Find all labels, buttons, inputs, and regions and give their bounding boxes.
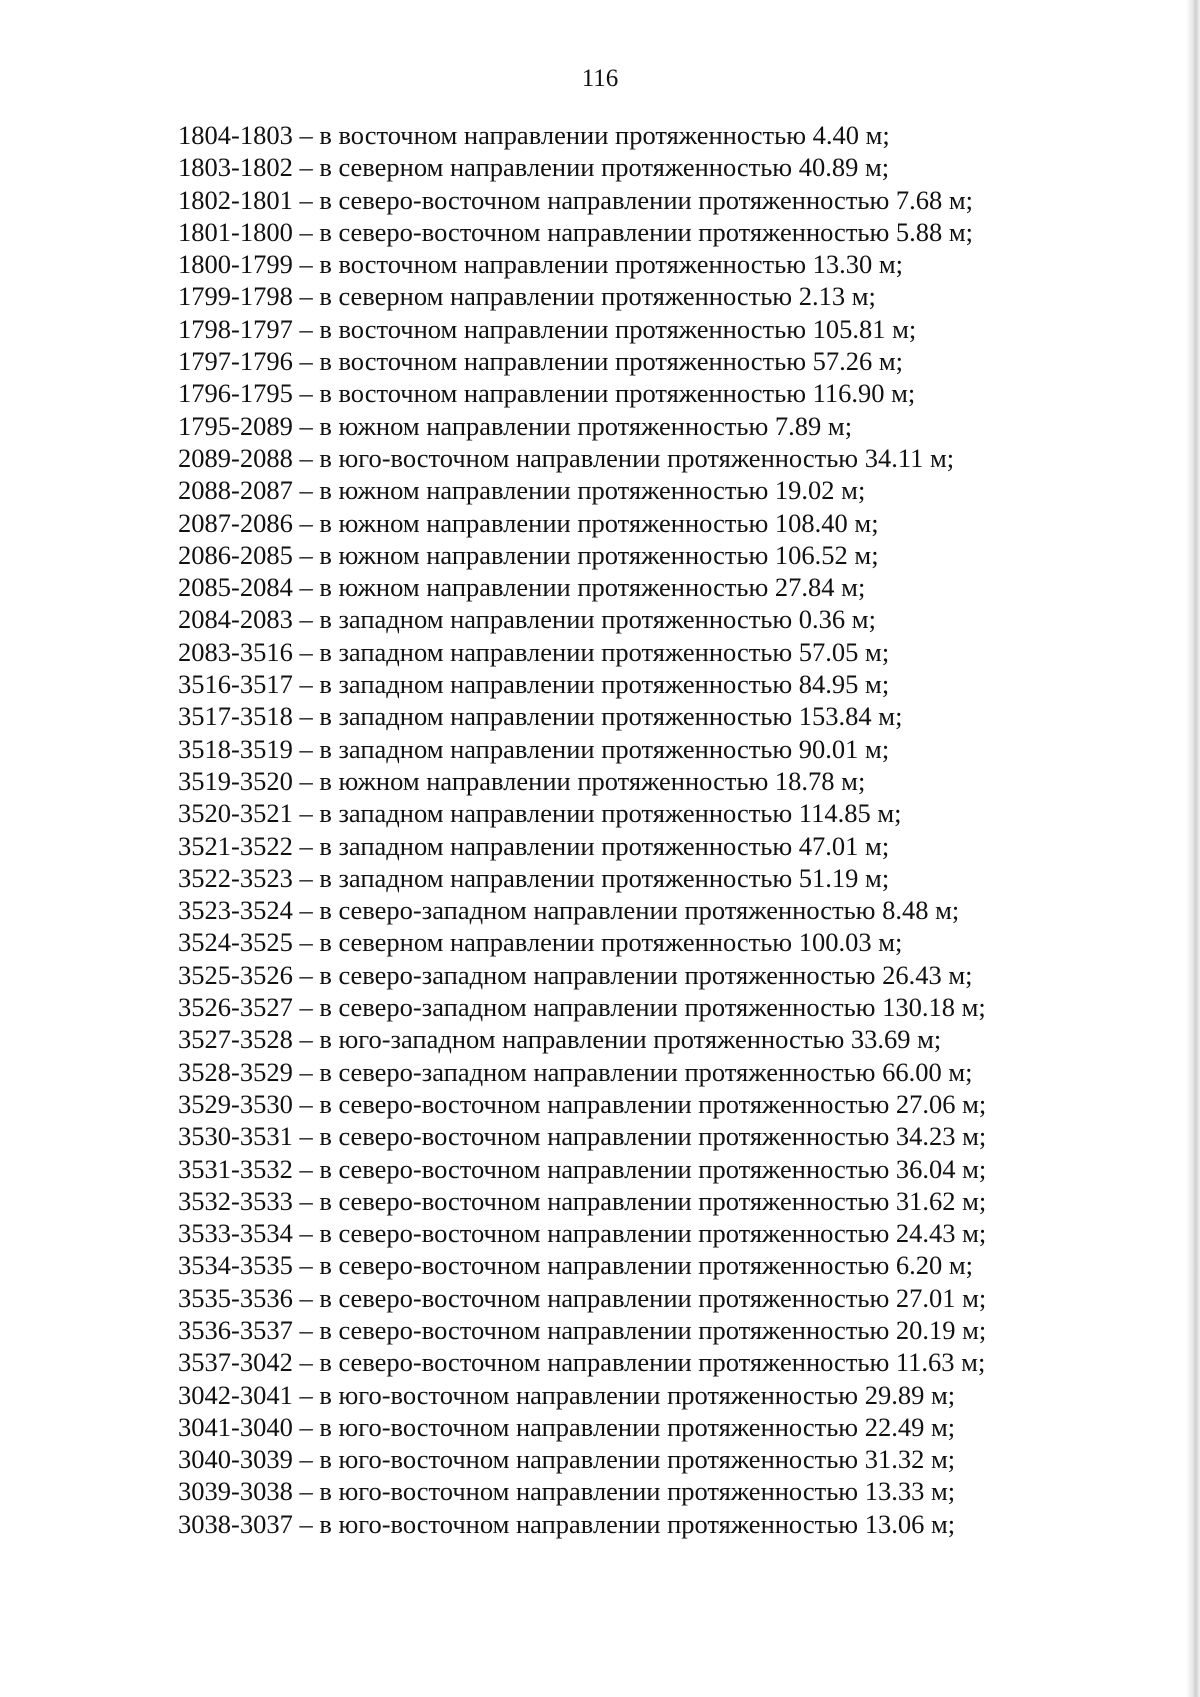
boundary-segment-entry: 3040-3039 – в юго-восточном направлении протяженностью 31.32 м; [178, 1444, 956, 1475]
boundary-segment-entry: 3522-3523 – в западном направлении протяженностью 51.19 м; [178, 862, 890, 893]
boundary-segment-entry: 3041-3040 – в юго-восточном направлении протяженностью 22.49 м; [178, 1411, 956, 1442]
boundary-segment-entry: 3534-3535 – в северо-восточном направлении протяженностью 6.20 м; [178, 1250, 974, 1281]
boundary-segment-entry: 2083-3516 – в западном направлении протяженностью 57.05 м; [178, 636, 890, 667]
boundary-segment-entry: 1804-1803 – в восточном направлении протяженностью 4.40 м; [178, 120, 890, 150]
boundary-segment-entry: 3520-3521 – в западном направлении протяженностью 114.85 м; [178, 798, 902, 829]
boundary-segment-entry: 3517-3518 – в западном направлении протяженностью 153.84 м; [178, 701, 903, 732]
boundary-segment-entry: 1800-1799 – в восточном направлении протяженностью 13.30 м; [178, 249, 903, 280]
boundary-segment-entry: 3516-3517 – в западном направлении протяженностью 84.95 м; [178, 669, 890, 700]
boundary-segment-entry: 3519-3520 – в южном направлении протяженностью 18.78 м; [178, 765, 866, 796]
boundary-segment-entry: 1801-1800 – в северо-восточном направлении протяженностью 5.88 м; [178, 216, 974, 247]
boundary-segment-entry: 2085-2084 – в южном направлении протяженностью 27.84 м; [178, 572, 866, 603]
scan-edge [1186, 0, 1200, 1697]
boundary-segment-entry: 2089-2088 – в юго-восточном направлении протяженностью 34.11 м; [178, 442, 955, 473]
boundary-segment-entry: 3529-3530 – в северо-восточном направлении протяженностью 27.06 м; [178, 1088, 987, 1119]
boundary-segment-entry: 3524-3525 – в северном направлении протяженностью 100.03 м; [178, 927, 903, 958]
boundary-segment-entry: 3530-3531 – в северо-восточном направлении протяженностью 34.23 м; [178, 1121, 987, 1152]
boundary-segment-entry: 3527-3528 – в юго-западном направлении протяженностью 33.69 м; [178, 1024, 942, 1055]
boundary-segment-entry: 3528-3529 – в северо-западном направлении протяженностью 66.00 м; [178, 1056, 973, 1087]
boundary-segment-entry: 3525-3526 – в северо-западном направлении протяженностью 26.43 м; [178, 959, 973, 990]
boundary-segment-entry: 2084-2083 – в западном направлении протяженностью 0.36 м; [178, 604, 876, 635]
boundary-segment-entry: 3039-3038 – в юго-восточном направлении протяженностью 13.33 м; [178, 1476, 956, 1507]
boundary-segment-list [178, 119, 1138, 1540]
boundary-segment-entry: 3521-3522 – в западном направлении протяженностью 47.01 м; [178, 830, 890, 861]
boundary-segment-entry: 3536-3537 – в северо-восточном направлении протяженностью 20.19 м; [178, 1314, 987, 1345]
boundary-segment-entry: 1803-1802 – в северном направлении протяженностью 40.89 м; [178, 152, 890, 183]
boundary-segment-entry: 3518-3519 – в западном направлении протяженностью 90.01 м; [178, 733, 890, 764]
boundary-segment-entry: 1798-1797 – в восточном направлении протяженностью 105.81 м; [178, 313, 917, 344]
page-number: 116 [581, 65, 619, 92]
boundary-segment-entry: 1802-1801 – в северо-восточном направлении протяженностью 7.68 м; [178, 184, 974, 215]
boundary-segment-entry: 1799-1798 – в северном направлении протяженностью 2.13 м; [178, 281, 876, 312]
boundary-segment-entry: 2086-2085 – в южном направлении протяженностью 106.52 м; [178, 539, 879, 570]
boundary-segment-entry: 2087-2086 – в южном направлении протяженностью 108.40 м; [178, 507, 879, 538]
boundary-segment-entry: 3042-3041 – в юго-восточном направлении протяженностью 29.89 м; [178, 1379, 956, 1410]
boundary-segment-entry: 3523-3524 – в северо-западном направлении протяженностью 8.48 м; [178, 895, 960, 926]
boundary-segment-entry: 3533-3534 – в северо-восточном направлении протяженностью 24.43 м; [178, 1218, 987, 1249]
boundary-segment-entry: 3537-3042 – в северо-восточном направлении протяженностью 11.63 м; [178, 1347, 986, 1378]
boundary-segment-entry: 3526-3527 – в северо-западном направлении протяженностью 130.18 м; [178, 992, 986, 1023]
boundary-segment-entry: 1795-2089 – в южном направлении протяженностью 7.89 м; [178, 410, 853, 441]
boundary-segment-entry: 3535-3536 – в северо-восточном направлении протяженностью 27.01 м; [178, 1282, 987, 1313]
boundary-segment-entry: 1797-1796 – в восточном направлении протяженностью 57.26 м; [178, 346, 903, 377]
boundary-segment-entry: 3532-3533 – в северо-восточном направлении протяженностью 31.62 м; [178, 1185, 987, 1216]
boundary-segment-entry: 2088-2087 – в южном направлении протяженностью 19.02 м; [178, 475, 866, 506]
boundary-segment-entry: 1796-1795 – в восточном направлении протяженностью 116.90 м; [178, 378, 916, 409]
boundary-segment-entry: 3531-3532 – в северо-восточном направлении протяженностью 36.04 м; [178, 1153, 987, 1184]
boundary-segment-entry: 3038-3037 – в юго-восточном направлении протяженностью 13.06 м; [178, 1508, 956, 1539]
